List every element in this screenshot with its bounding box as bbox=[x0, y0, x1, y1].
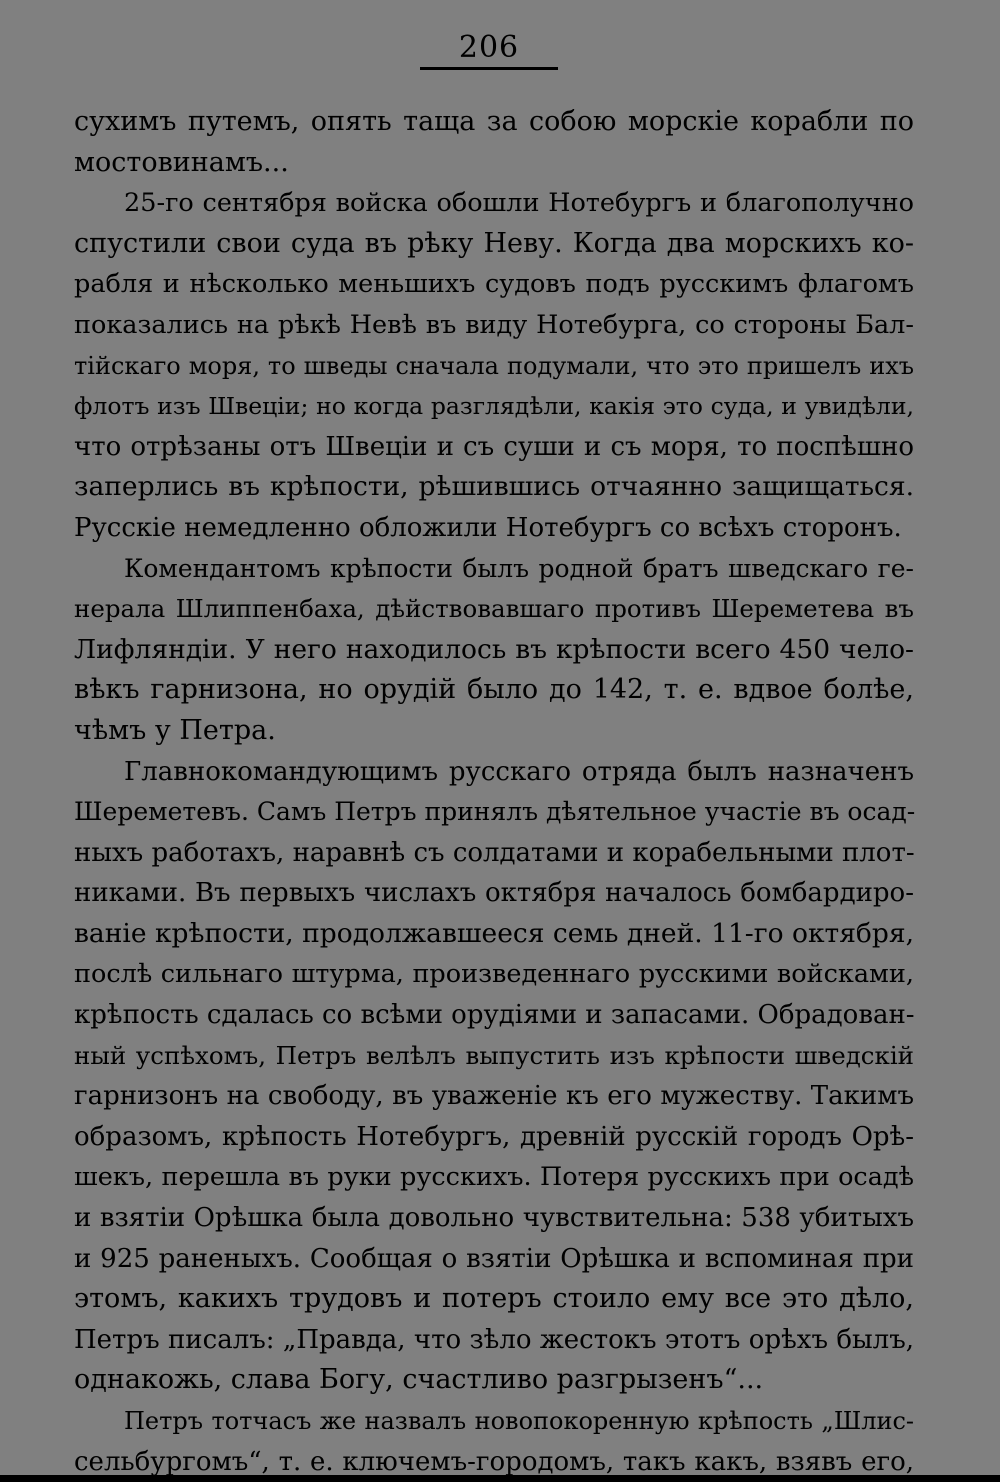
text-line: Главнокомандующимъ русскаго отряда былъ назначенъ bbox=[124, 756, 914, 787]
text-line: сельбургомъ“, т. е. ключемъ-городомъ, такъ какъ, взявъ его, bbox=[74, 1446, 914, 1477]
text-line: показались на рѣкѣ Невѣ въ виду Нотебурга, со стороны Бал- bbox=[74, 309, 914, 340]
text-line: однакожь, слава Богу, счастливо разгрызенъ“... bbox=[74, 1364, 764, 1396]
text-line: и взятіи Орѣшка была довольно чувствительна: 538 убитыхъ bbox=[74, 1203, 914, 1234]
text-line: никами. Въ первыхъ числахъ октября началось бомбардиро- bbox=[74, 878, 914, 909]
page-number: 206 bbox=[458, 30, 520, 65]
text-line: сухимъ путемъ, опять таща за собою морскіе корабли по bbox=[74, 106, 914, 137]
text-line: ваніе крѣпости, продолжавшееся семь дней. 11-го октября, bbox=[74, 917, 914, 949]
text-line: Русскіе немедленно обложили Нотебургъ со всѣхъ сторонъ. bbox=[74, 512, 902, 543]
text-line: нерала Шлиппенбаха, дѣйствовавшаго противъ Шереметева въ bbox=[74, 594, 914, 624]
text-line: флотъ изъ Швеціи; но когда разглядѣли, какія это суда, и увидѣли, bbox=[74, 392, 914, 421]
text-line: рабля и нѣсколько меньшихъ судовъ подъ русскимъ флагомъ bbox=[74, 269, 914, 300]
text-line: спустили свои суда въ рѣку Неву. Когда два морскихъ ко- bbox=[74, 227, 914, 259]
text-line: образомъ, крѣпость Нотебургъ, древній русскій городъ Орѣ- bbox=[74, 1121, 914, 1152]
text-line: 25-го сентября войска обошли Нотебургъ и благополучно bbox=[124, 188, 914, 219]
text-line: гарнизонъ на свободу, въ уваженіе къ его мужеству. Такимъ bbox=[74, 1081, 914, 1112]
text-line: вѣкъ гарнизона, но орудій было до 142, т. е. вдвое болѣе, bbox=[74, 674, 914, 706]
page-number-rule bbox=[420, 67, 558, 70]
text-line: что отрѣзаны отъ Швеціи и съ суши и съ моря, то поспѣшно bbox=[74, 431, 914, 462]
text-line: Петръ тотчасъ же назвалъ новопокоренную крѣпость „Шлис- bbox=[124, 1407, 914, 1435]
text-line: Комендантомъ крѣпости былъ родной братъ шведскаго ге- bbox=[124, 553, 914, 583]
text-line: ный успѣхомъ, Петръ велѣлъ выпустить изъ крѣпости шведскій bbox=[74, 1040, 914, 1070]
text-line: мостовинамъ... bbox=[74, 146, 289, 178]
text-line: заперлись въ крѣпости, рѣшившись отчаянно защищаться. bbox=[74, 471, 914, 503]
text-line: Петръ писалъ: „Правда, что зѣло жестокъ этотъ орѣхъ былъ, bbox=[74, 1324, 914, 1355]
text-line: Лифляндіи. У него находилось въ крѣпости всего 450 чело- bbox=[74, 633, 914, 665]
text-line: и 925 раненыхъ. Сообщая о взятіи Орѣшка и вспоминая при bbox=[74, 1243, 914, 1274]
text-line: крѣпость сдалась со всѣми орудіями и запасами. Обрадован- bbox=[74, 1000, 915, 1031]
text-line: чѣмъ у Петра. bbox=[74, 714, 276, 746]
text-line: шекъ, перешла въ руки русскихъ. Потеря русскихъ при осадѣ bbox=[74, 1162, 914, 1193]
text-line: Шереметевъ. Самъ Петръ принялъ дѣятельное участіе въ осад- bbox=[74, 797, 916, 827]
text-line: этомъ, какихъ трудовъ и потеръ стоило ему все это дѣло, bbox=[74, 1283, 914, 1315]
text-line: послѣ сильнаго штурма, произведеннаго русскими войсками, bbox=[74, 959, 914, 990]
text-line: ныхъ работахъ, наравнѣ съ солдатами и корабельными плот- bbox=[74, 837, 915, 868]
text-line: тійскаго моря, то шведы сначала подумали, что это пришелъ ихъ bbox=[74, 351, 914, 380]
body-text bbox=[74, 102, 914, 1482]
